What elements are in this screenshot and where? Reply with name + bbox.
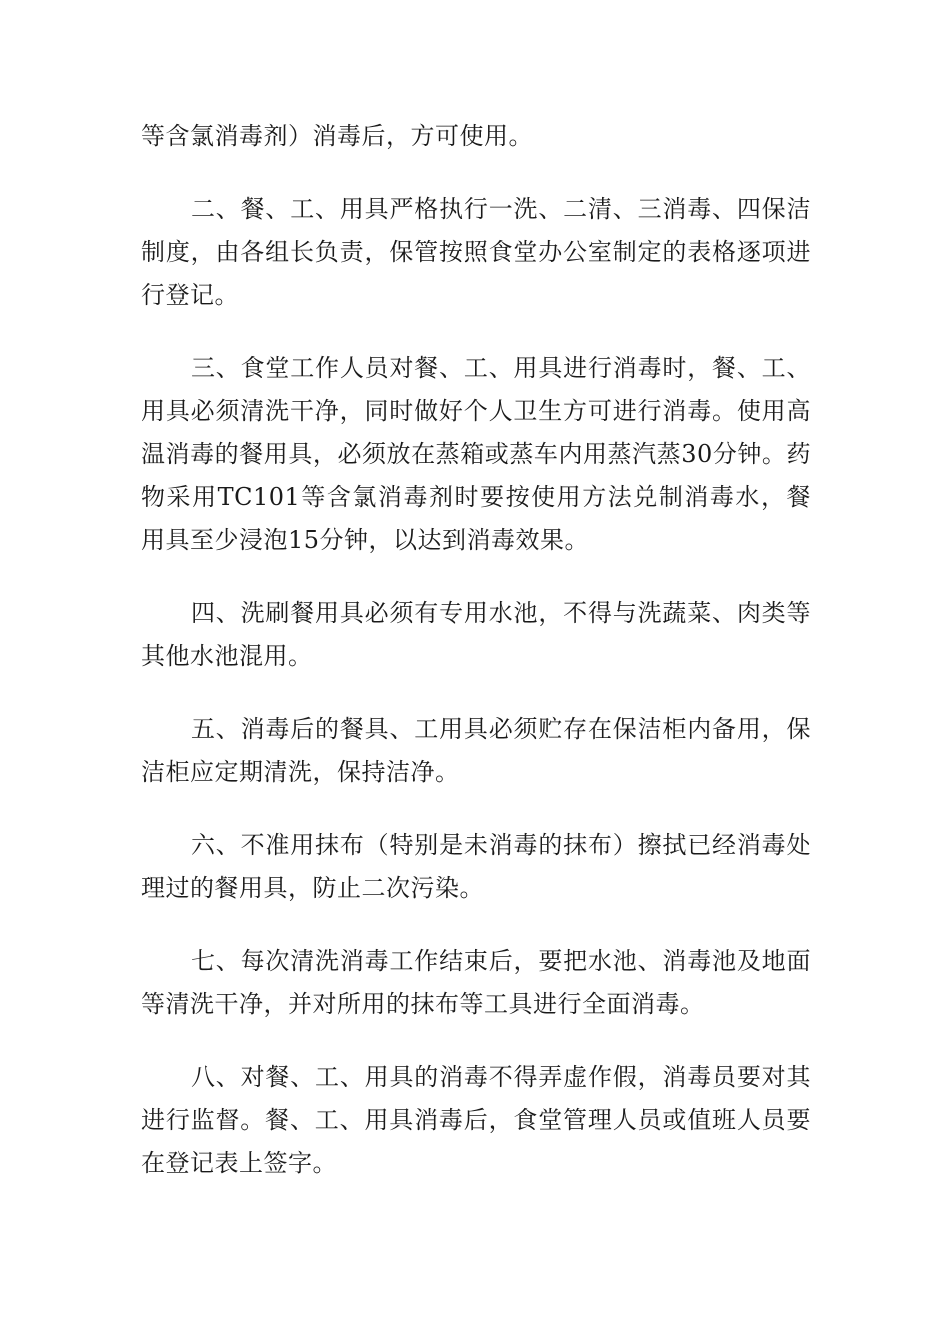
paragraph-item-4: 四、洗刷餐用具必须有专用水池，不得与洗蔬菜、肉类等其他水池混用。: [141, 599, 811, 670]
paragraph-item-5: 五、消毒后的餐具、工用具必须贮存在保洁柜内备用，保洁柜应定期清洗，保持洁净。: [141, 715, 811, 786]
paragraph-item-3: 三、食堂工作人员对餐、工、用具进行消毒时，餐、工、用具必须清洗干净，同时做好个人卫生方可进行消毒。使用高温消毒的餐用具，必须放在蒸箱或蒸车内用蒸汽蒸30分钟。药物采用TC101等含氯消毒剂时要按使用方法兑制消毒水，餐用具至少浸泡15分钟，以达到消毒效果。: [141, 354, 811, 554]
paragraph-item-2: 二、餐、工、用具严格执行一洗、二清、三消毒、四保洁制度，由各组长负责，保管按照食堂办公室制定的表格逐项进行登记。: [141, 195, 811, 309]
paragraph-item-6: 六、不准用抹布（特别是未消毒的抹布）擦拭已经消毒处理过的餐用具，防止二次污染。: [141, 831, 811, 902]
paragraph-item-8: 八、对餐、工、用具的消毒不得弄虚作假，消毒员要对其进行监督。餐、工、用具消毒后，食堂管理人员或值班人员要在登记表上签字。: [141, 1063, 811, 1177]
paragraph-continuation: 等含氯消毒剂）消毒后，方可使用。: [141, 122, 533, 150]
document-body: [141, 115, 811, 1215]
paragraph-item-7: 七、每次清洗消毒工作结束后，要把水池、消毒池及地面等清洗干净，并对所用的抹布等工具进行全面消毒。: [141, 947, 811, 1018]
